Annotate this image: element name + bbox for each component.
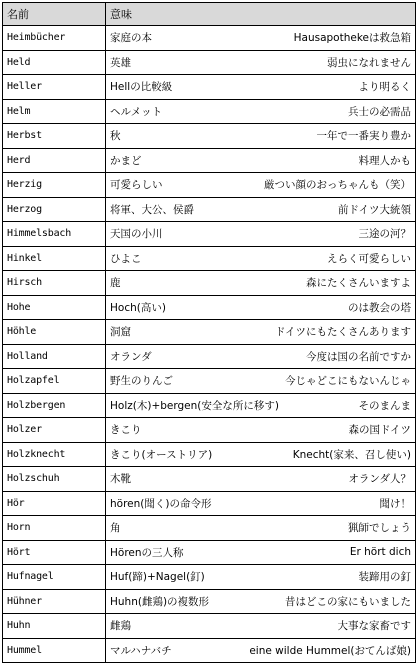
meaning-text: ヘルメット [110,105,163,118]
meaning-cell [106,614,416,639]
surname-cell: Holzknecht [3,442,106,467]
meaning-text: 可愛らしい [110,179,163,192]
note-text: 料理人かも [358,154,411,167]
surname-cell: Heller [3,75,106,100]
meaning-cell [106,565,416,590]
meaning-cell-content [110,226,411,241]
note-text: 森の国ドイツ [348,424,411,437]
table-row [3,491,416,516]
surname-cell: Herd [3,148,106,173]
note-text: そのまんま [358,399,411,412]
meaning-cell [106,173,416,198]
meaning-cell-content [110,618,411,633]
meaning-cell [106,540,416,565]
meaning-cell-content [110,398,411,413]
table-row [3,75,416,100]
meaning-text: Hellの比較級 [110,81,173,94]
meaning-text: マルハナバチ [110,644,172,657]
note-text: のは教会の塔 [348,301,411,314]
meaning-cell [106,197,416,222]
table-row [3,99,416,124]
meaning-cell [106,75,416,100]
meaning-cell [106,271,416,296]
table-row [3,418,416,443]
meaning-cell [106,99,416,124]
meaning-cell [106,26,416,51]
table-row [3,540,416,565]
table-row [3,124,416,149]
meaning-cell [106,491,416,516]
meaning-cell [106,148,416,173]
meaning-cell [106,369,416,394]
surname-cell: Hohe [3,295,106,320]
surname-cell: Hirsch [3,271,106,296]
note-text: eine wilde Hummel(おてんば娘) [249,644,411,657]
meaning-cell-content [110,569,411,584]
header-meaning: 意味 [106,3,416,26]
meaning-cell [106,467,416,492]
meaning-text: 木靴 [110,473,131,486]
meaning-cell-content [110,104,411,119]
note-text: Er hört dich [349,546,411,559]
meaning-text: かまど [110,154,142,167]
surname-cell: Holzbergen [3,393,106,418]
table-row [3,50,416,75]
table-row [3,589,416,614]
note-text: 前ドイツ大統領 [338,203,411,216]
surname-cell: Helm [3,99,106,124]
surname-cell: Herzog [3,197,106,222]
surname-cell: Hör [3,491,106,516]
surname-cell: Hühner [3,589,106,614]
surname-cell: Hinkel [3,246,106,271]
meaning-cell [106,516,416,541]
meaning-cell-content [110,594,411,609]
meaning-text: 野生のりんご [110,375,173,388]
surname-cell: Holzapfel [3,369,106,394]
surname-cell: Herbst [3,124,106,149]
note-text: 厳つい顔のおっちゃんも（笑） [264,179,411,192]
note-text: 猟師でしょう [348,522,411,535]
table-row [3,369,416,394]
table-row [3,26,416,51]
meaning-cell-content [110,153,411,168]
meaning-cell-content [110,643,411,658]
meaning-cell [106,638,416,663]
meaning-cell [106,295,416,320]
meaning-cell [106,589,416,614]
note-text: 今度は国の名前ですか [306,350,411,363]
surname-cell: Hört [3,540,106,565]
meaning-cell [106,393,416,418]
meaning-text: Hoch(高い) [110,301,166,314]
meaning-text: 鹿 [110,277,121,290]
table-row [3,246,416,271]
surname-cell: Holland [3,344,106,369]
surname-table [2,2,416,663]
note-text: 三途の河？ [358,228,411,241]
meaning-cell [106,222,416,247]
surname-cell: Himmelsbach [3,222,106,247]
meaning-cell-content [110,422,411,437]
table-row [3,344,416,369]
note-text: オランダ人？ [348,473,411,486]
note-text: 聞け！ [379,497,411,510]
meaning-text: Huhn(雌鶏)の複数形 [110,595,210,608]
table-row [3,320,416,345]
meaning-cell-content [110,373,411,388]
meaning-cell [106,246,416,271]
surname-cell: Herzig [3,173,106,198]
surname-cell: Hummel [3,638,106,663]
meaning-cell-content [110,177,411,192]
meaning-cell-content [110,30,411,45]
surname-cell: Hufnagel [3,565,106,590]
header-name: 名前 [3,3,106,26]
meaning-text: 雌鶏 [110,620,131,633]
meaning-cell [106,320,416,345]
surname-cell: Huhn [3,614,106,639]
meaning-text: ひよこ [110,252,142,265]
meaning-text: 将軍、大公、侯爵 [110,203,194,216]
note-text: 大事な家畜です [337,620,411,633]
meaning-cell-content [110,496,411,511]
meaning-cell [106,418,416,443]
meaning-text: 角 [110,522,121,535]
table-row [3,393,416,418]
meaning-cell [106,124,416,149]
meaning-cell-content [110,300,411,315]
note-text: 装蹄用の釘 [358,571,411,584]
table-row [3,565,416,590]
meaning-text: 洞窟 [110,326,131,339]
meaning-cell-content [110,545,411,560]
table-row [3,295,416,320]
note-text: より明るく [358,81,411,94]
meaning-text: 秋 [110,130,121,143]
note-text: 昔はどこの家にもいました [285,595,411,608]
meaning-cell [106,442,416,467]
meaning-cell-content [110,202,411,217]
meaning-text: hören(聞く)の命令形 [110,497,212,510]
meaning-text: 天国の小川 [110,228,163,241]
meaning-cell-content [110,471,411,486]
note-text: ドイツにもたくさんあります [275,326,411,339]
note-text: えらく可愛らしい [327,252,411,265]
meaning-text: きこり [110,424,142,437]
note-text: 一年で一番実り豊か [316,130,411,143]
note-text: 森にたくさんいますよ [306,277,411,290]
note-text: 弱虫になれません [327,56,411,69]
meaning-cell-content [110,520,411,535]
table-row [3,173,416,198]
table-row [3,614,416,639]
table-row [3,271,416,296]
meaning-text: Holz(木)+bergen(安全な所に移す) [110,399,279,412]
meaning-cell-content [110,447,411,462]
meaning-cell-content [110,275,411,290]
meaning-cell [106,344,416,369]
meaning-cell-content [110,324,411,339]
note-text: Knecht(家来、召し使い) [292,448,411,461]
table-row [3,516,416,541]
table-row [3,222,416,247]
surname-cell: Höhle [3,320,106,345]
table-row [3,148,416,173]
meaning-cell-content [110,79,411,94]
meaning-text: きこり(オーストリア) [110,448,213,461]
table-row [3,638,416,663]
meaning-cell-content [110,251,411,266]
surname-cell: Heimbücher [3,26,106,51]
surname-cell: Holzer [3,418,106,443]
meaning-cell-content [110,55,411,70]
meaning-text: Huf(蹄)+Nagel(釘) [110,571,205,584]
surname-cell: Held [3,50,106,75]
note-text: 兵士の必需品 [348,105,411,118]
meaning-cell [106,50,416,75]
surname-cell: Horn [3,516,106,541]
meaning-text: オランダ [110,350,152,363]
meaning-text: 英雄 [110,56,131,69]
table-row [3,197,416,222]
table-row [3,467,416,492]
note-text: Hausapothekeは救急箱 [293,32,411,45]
header-row [3,3,416,26]
surname-cell: Holzschuh [3,467,106,492]
table-body [3,26,416,663]
meaning-cell-content [110,128,411,143]
meaning-cell-content [110,349,411,364]
note-text: 今じゃどこにもないんじゃ [285,375,411,388]
table-row [3,442,416,467]
meaning-text: Hörenの三人称 [110,546,184,559]
meaning-text: 家庭の本 [110,32,152,45]
